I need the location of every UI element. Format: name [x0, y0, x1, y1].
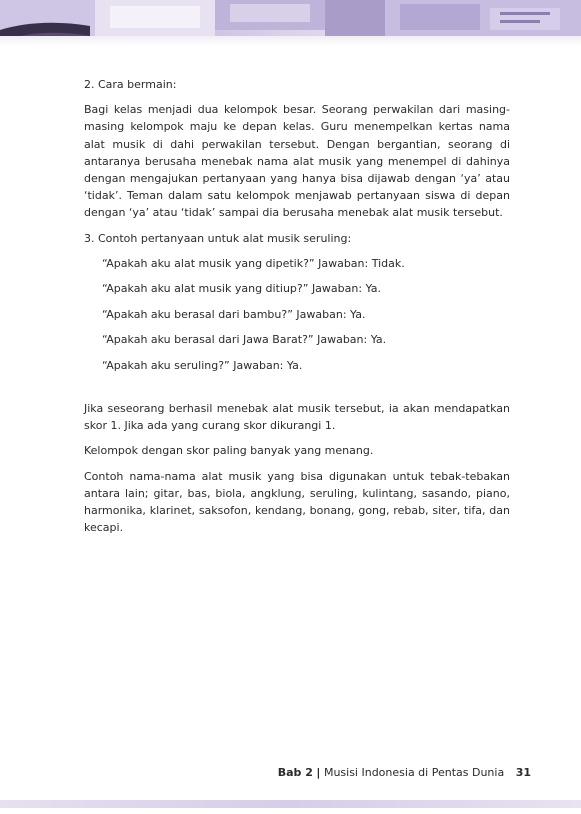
footer-chapter-title: Musisi Indonesia di Pentas Dunia: [323, 766, 505, 779]
page-footer: [278, 765, 531, 781]
paragraph-daftar-alat-musik: Contoh nama-nama alat musik yang bisa digunakan untuk tebak-tebakan antara lain; gitar, bas, biola, angklung, seruling, kulintang, sasando, piano, harmonika, klarinet, saksofon, kendang, bonang, gong, rebab, siter, tifa, dan kecapi.: [84, 469, 510, 535]
question-item: “Apakah aku seruling?” Jawaban: Ya.: [102, 358, 303, 372]
footer-decorative-bar: [0, 800, 581, 808]
page-number: 31: [515, 766, 531, 779]
question-item: “Apakah aku alat musik yang ditiup?” Jawaban: Ya.: [102, 282, 382, 296]
paragraph-pemenang: Kelompok dengan skor paling banyak yang menang.: [84, 444, 374, 458]
section-heading-contoh-pertanyaan: 3. Contoh pertanyaan untuk alat musik seruling:: [84, 231, 352, 245]
footer-separator: |: [316, 766, 321, 779]
page-content: [84, 76, 510, 544]
footer-chapter: Bab 2: [277, 766, 313, 779]
question-item: “Apakah aku alat musik yang dipetik?” Jawaban: Tidak.: [102, 256, 405, 270]
paragraph-skor: Jika seseorang berhasil menebak alat musik tersebut, ia akan mendapatkan skor 1. Jika ada yang curang skor dikurangi 1.: [84, 402, 510, 433]
header-banner-image: [0, 0, 581, 46]
question-item: “Apakah aku berasal dari Jawa Barat?” Jawaban: Ya.: [102, 333, 387, 347]
paragraph-cara-bermain: Bagi kelas menjadi dua kelompok besar. Seorang perwakilan dari masing-masing kelompok maju ke depan kelas. Guru menempelkan kertas nama alat musik di dahi perwakilan tersebut. Dengan bergantian, seorang di antaranya berusaha menebak nama alat musik yang menempel di dahinya dengan mengajukan pertanyaan yang hanya bisa dijawab dengan ‘ya’ atau ‘tidak’. Teman dalam satu kelompok menjawab pertanyaan siswa di depan dengan ‘ya’ atau ‘tidak’ sampai dia berusaha menebak alat musik tersebut.: [84, 103, 510, 220]
section-heading-cara-bermain: 2. Cara bermain:: [84, 78, 177, 91]
question-item: “Apakah aku berasal dari bambu?” Jawaban: Ya.: [102, 307, 366, 321]
